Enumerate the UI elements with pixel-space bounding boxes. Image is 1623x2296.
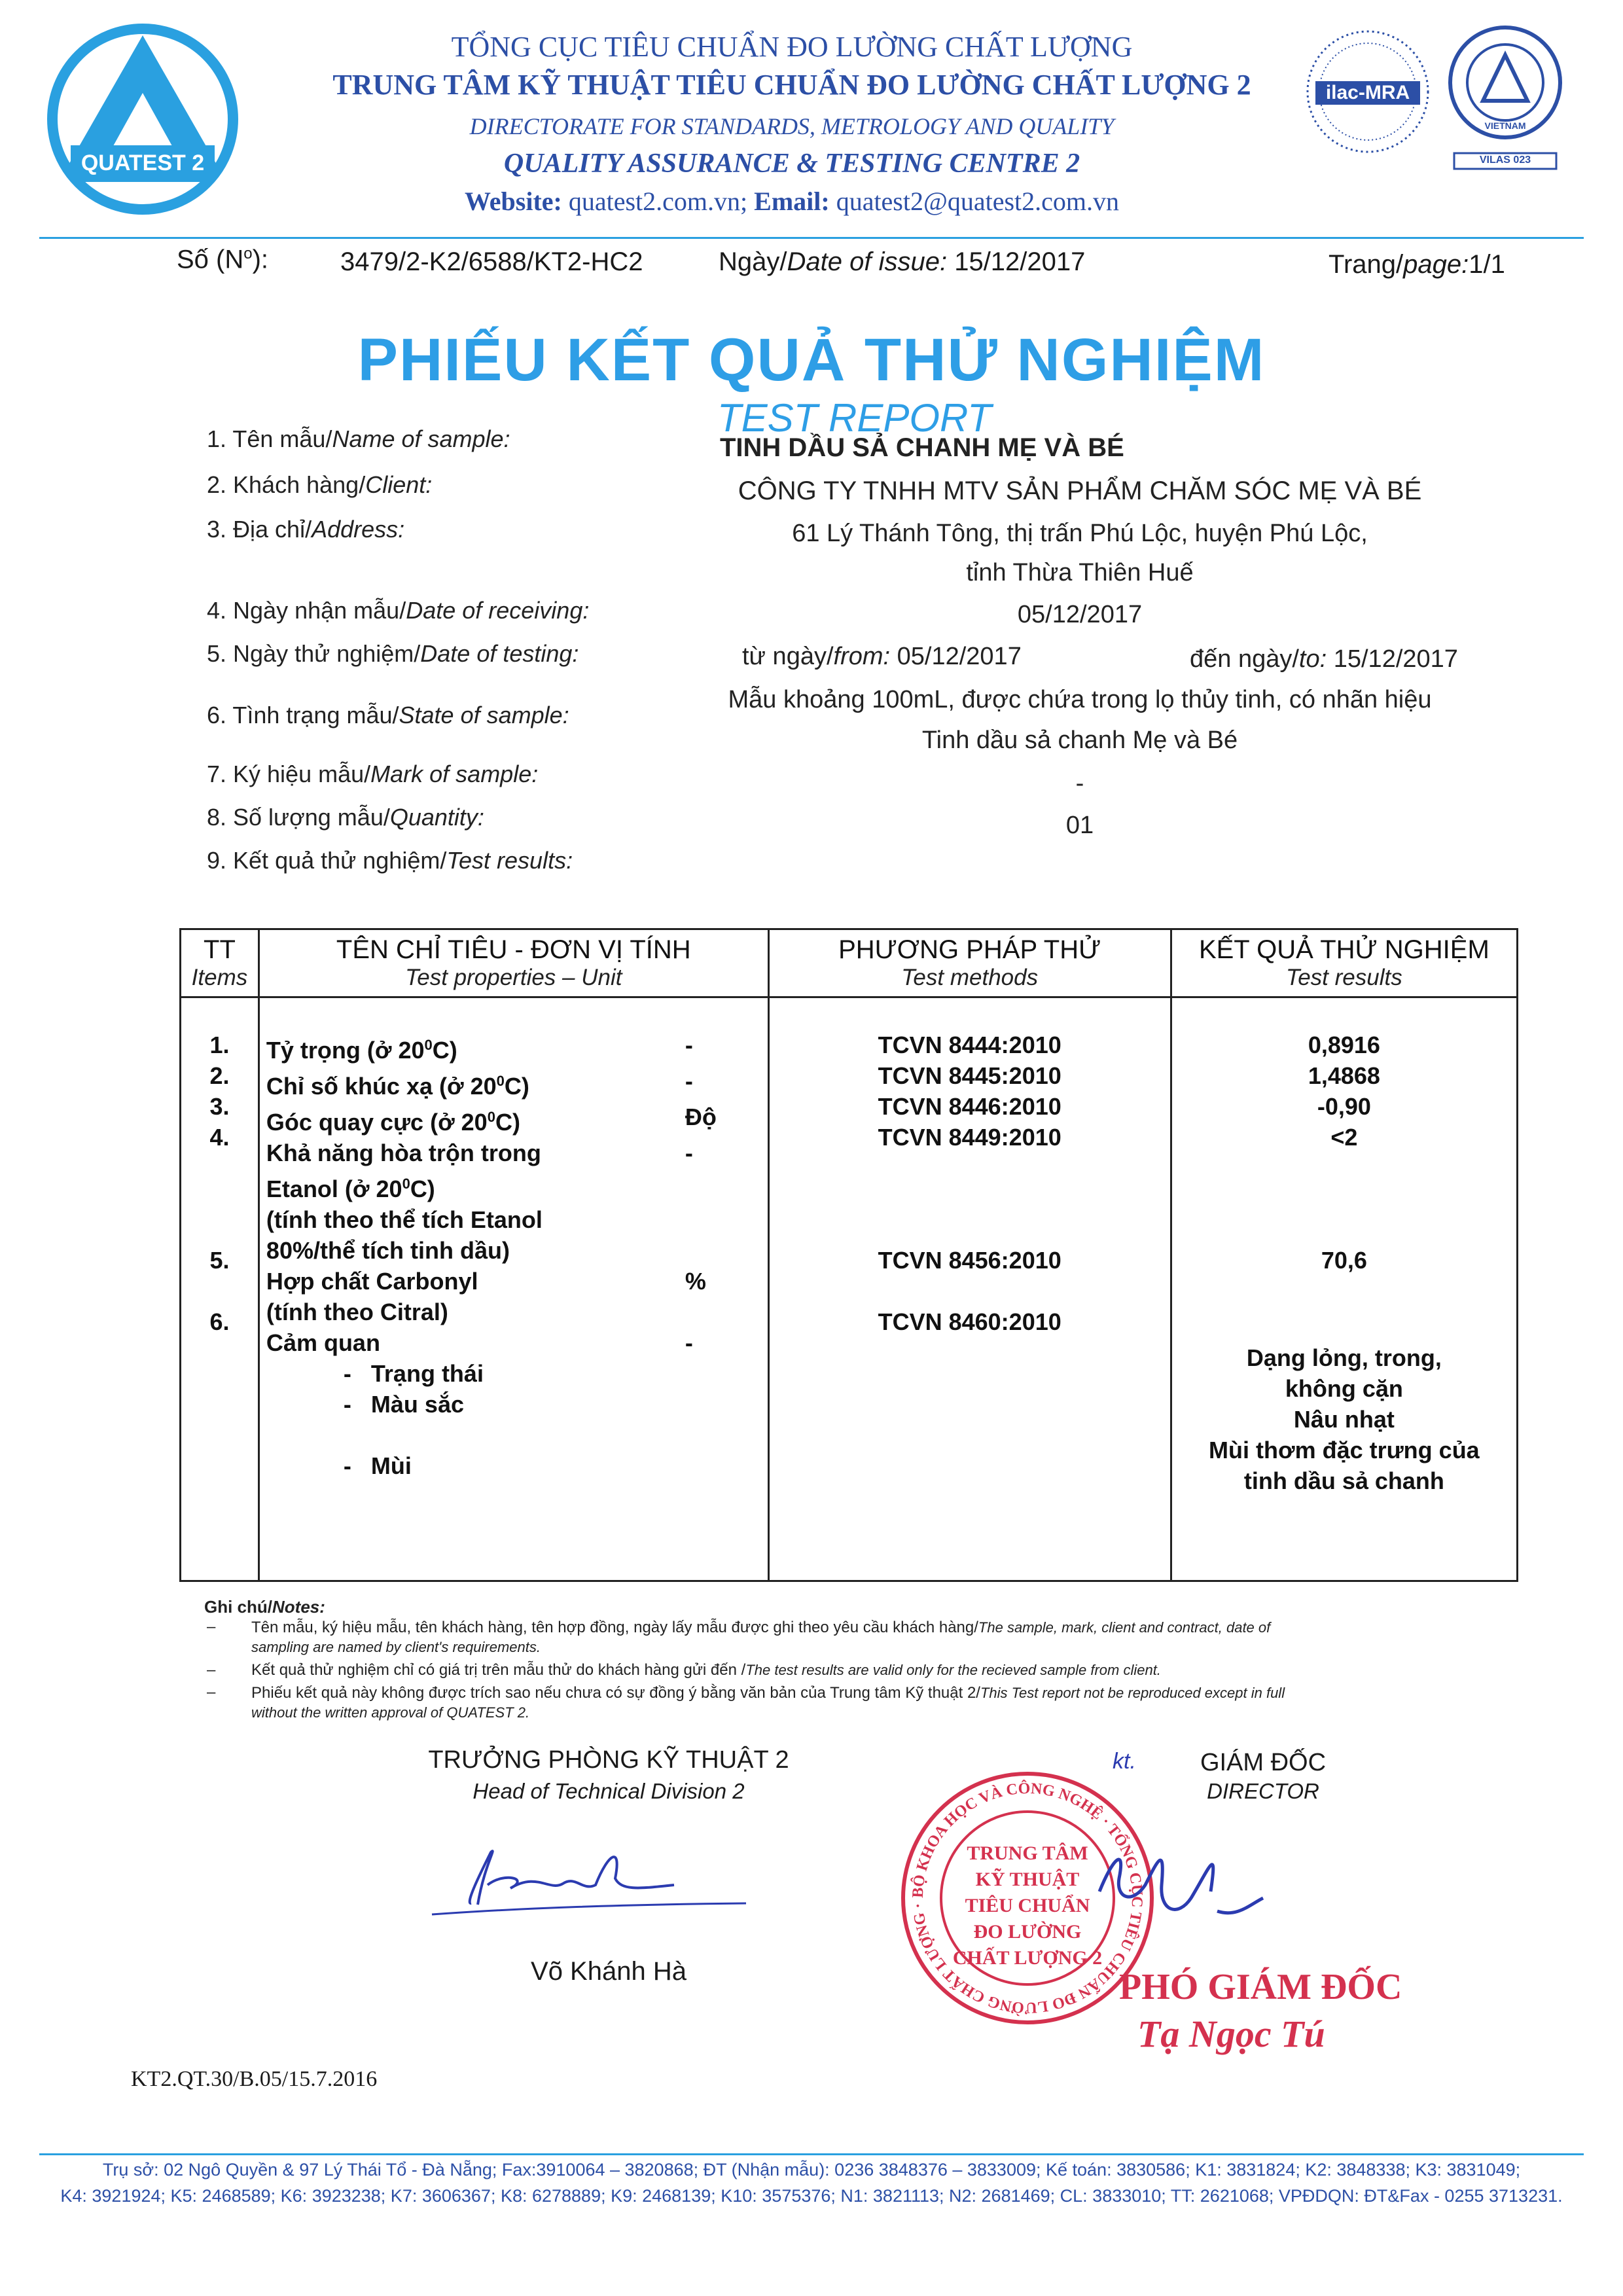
item-number: 2.: [209, 1062, 230, 1089]
number-label-end: ):: [252, 245, 269, 274]
item-name-text: C): [410, 1175, 435, 1202]
item-name: [266, 1066, 767, 1102]
field-7-label: 7. Ký hiệu mẫu/Mark of sample:: [207, 761, 539, 787]
item-name: [266, 1138, 767, 1266]
page-number: [1329, 250, 1505, 279]
item-method: TCVN 8446:2010: [878, 1093, 1061, 1120]
item-unit: -: [685, 1329, 693, 1356]
results-table: [179, 928, 1518, 1582]
col-method: [768, 997, 1171, 1581]
item-name-line: [266, 1204, 767, 1235]
report-number: [177, 245, 268, 274]
item-result: [1173, 1030, 1516, 1060]
right-signature: [1086, 1820, 1270, 1950]
field-6-label: 6. Tình trạng mẫu/State of sample:: [207, 702, 569, 728]
item-result-line: 70,6: [1321, 1247, 1367, 1274]
page-value: 1/1: [1469, 250, 1505, 279]
item-name: [266, 1102, 767, 1138]
note-3: Phiếu kết quả này không được trích sao nếu chưa có sự đồng ý bằng văn bản của Trung tâm Kỹ thuật 2/This Test report not be reproduced except in full without the written approval of QUATEST 2.: [251, 1684, 1285, 1721]
item-number: 1.: [209, 1031, 230, 1058]
sensory-result-line: Dạng lỏng, trong,: [1246, 1344, 1442, 1371]
item-unit: -: [685, 1067, 693, 1094]
kt-mark: kt.: [1113, 1749, 1136, 1774]
page-label-en: page:: [1403, 250, 1469, 279]
header-rule: [39, 237, 1584, 239]
field-9-label: 9. Kết quả thử nghiệm/Test results:: [207, 847, 573, 874]
item-number: 5.: [209, 1247, 230, 1274]
item-result-line: -0,90: [1317, 1093, 1371, 1120]
date-label: Ngày/: [719, 247, 787, 276]
item-name-text: Tỷ trọng (ở 20: [266, 1037, 425, 1064]
header-method: PHƯƠNG PHÁP THỬ Test methods: [768, 929, 1171, 997]
item-name: [266, 1327, 767, 1358]
field-5-from: từ ngày/from: 05/12/2017: [742, 643, 1022, 670]
sub-dash: -: [343, 1391, 351, 1418]
sensory-result-line: không cặn: [1285, 1375, 1403, 1402]
item-number: 4.: [209, 1124, 230, 1151]
item-method: TCVN 8444:2010: [878, 1031, 1061, 1058]
header-name: TÊN CHỈ TIÊU - ĐƠN VỊ TÍNH Test properties – Unit: [259, 929, 768, 997]
item-result-line: 1,4868: [1308, 1062, 1380, 1089]
note-1-dash: –: [207, 1618, 216, 1636]
report-title-en: TEST REPORT: [717, 396, 991, 440]
item-name-text: C): [432, 1037, 457, 1064]
item-method: TCVN 8460:2010: [878, 1308, 1061, 1335]
quatest-logo: [45, 21, 241, 217]
sensory-sub-item: [266, 1389, 767, 1450]
deputy-title: PHÓ GIÁM ĐỐC: [1119, 1967, 1402, 2007]
field-2-label: 2. Khách hàng/Client:: [207, 471, 433, 498]
number-sup: o: [243, 245, 253, 262]
note-3-dash: –: [207, 1683, 216, 1701]
sensory-result-line: Mùi thơm đặc trưng của: [1209, 1437, 1480, 1463]
date-label-en: Date of issue:: [787, 247, 948, 276]
item-name-line: [266, 1297, 767, 1327]
report-number-value: 3479/2-K2/6588/KT2-HC2: [340, 247, 643, 276]
item-name-text: Khả năng hòa trộn trong: [266, 1139, 541, 1166]
item-name-text: (tính theo Citral): [266, 1299, 448, 1325]
item-unit: %: [685, 1268, 706, 1295]
field-5-to: đến ngày/to: 15/12/2017: [1190, 645, 1458, 673]
item-name: [266, 1266, 767, 1327]
field-6-value-1: Mẫu khoảng 100mL, được chứa trong lọ thủy tinh, có nhãn hiệu: [728, 686, 1432, 713]
degree-mark: 0: [496, 1073, 505, 1089]
item-result: [1173, 1245, 1516, 1306]
item-name-line: [266, 1235, 767, 1266]
field-1-label: 1. Tên mẫu/Name of sample:: [207, 425, 510, 452]
item-method: TCVN 8445:2010: [878, 1062, 1061, 1089]
left-signer-name: Võ Khánh Hà: [531, 1957, 687, 1986]
left-signer-title: TRƯỞNG PHÒNG KỸ THUẬT 2: [428, 1746, 789, 1774]
header-result: KẾT QUẢ THỬ NGHIỆM Test results: [1171, 929, 1517, 997]
item-result-line: 0,8916: [1308, 1031, 1380, 1058]
field-3-value-1: 61 Lý Thánh Tông, thị trấn Phú Lộc, huyện Phú Lộc,: [792, 520, 1368, 547]
item-method: TCVN 8449:2010: [878, 1124, 1061, 1151]
item-number: 3.: [209, 1093, 230, 1120]
org-line-1: TỔNG CỤC TIÊU CHUẨN ĐO LƯỜNG CHẤT LƯỢNG: [451, 31, 1133, 63]
email-link[interactable]: quatest2@quatest2.com.vn: [836, 187, 1119, 216]
notes-title: Ghi chú/Notes:: [204, 1597, 325, 1617]
field-3-value-2: tỉnh Thừa Thiên Huế: [966, 559, 1194, 586]
sub-label: Màu sắc: [370, 1391, 464, 1418]
item-name: [266, 1030, 767, 1066]
field-8-value: 01: [1065, 812, 1094, 839]
sensory-sub-item: [266, 1358, 767, 1389]
table-body: [181, 997, 1518, 1581]
org-line-2: TRUNG TÂM KỸ THUẬT TIÊU CHUẨN ĐO LƯỜNG CHẤT LƯỢNG 2: [332, 69, 1251, 101]
header-tt: TT Items: [181, 929, 259, 997]
note-2: Kết quả thử nghiệm chỉ có giá trị trên mẫu thử do khách hàng gửi đến /The test results are valid only for the recieved sample from client.: [251, 1661, 1161, 1679]
sub-label: Mùi: [370, 1452, 412, 1479]
left-signer-title-en: Head of Technical Division 2: [473, 1779, 745, 1803]
sensory-result-line: tinh dầu sả chanh: [1243, 1467, 1444, 1494]
item-name-text: Cảm quan: [266, 1329, 380, 1356]
footer-rule: [39, 2153, 1584, 2155]
date-value: 15/12/2017: [954, 247, 1086, 276]
stamp-center: TRUNG TÂM KỸ THUẬT TIÊU CHUẨN ĐO LƯỜNG CHẤT LƯỢNG 2: [952, 1842, 1103, 1969]
left-signature: [425, 1826, 753, 1924]
sensory-results: [1173, 1342, 1516, 1496]
report-title: PHIẾU KẾT QUẢ THỬ NGHIỆM: [357, 327, 1266, 393]
org-line-3: DIRECTORATE FOR STANDARDS, METROLOGY AND QUALITY: [469, 113, 1115, 139]
sub-label: Trạng thái: [370, 1360, 484, 1387]
item-name-text: Hợp chất Carbonyl: [266, 1268, 478, 1295]
degree-mark: 0: [487, 1109, 495, 1125]
issue-date: [719, 247, 1085, 277]
col-name: [259, 997, 768, 1581]
sub-dash: -: [343, 1360, 351, 1387]
ilac-mra-logo: [1302, 26, 1433, 157]
field-2-value: CÔNG TY TNHH MTV SẢN PHẨM CHĂM SÓC MẸ VÀ BÉ: [738, 476, 1422, 505]
field-7-value: -: [1075, 770, 1084, 797]
logo-text: QUATEST 2: [80, 151, 205, 175]
note-1: Tên mẫu, ký hiệu mẫu, tên khách hàng, tên hợp đồng, ngày lấy mẫu được ghi theo yêu cầu khách hàng/The sample, mark, client and contract, date of sampling are named by client's requirements.: [251, 1619, 1271, 1655]
email-label: Email:: [754, 187, 830, 216]
item-name-text: 80%/thể tích tinh dầu): [266, 1237, 510, 1264]
field-4-label: 4. Ngày nhận mẫu/Date of receiving:: [207, 597, 590, 624]
footer-line-1: Trụ sở: 02 Ngô Quyền & 97 Lý Thái Tổ - Đà Nẵng; Fax:3910064 – 3820868; ĐT (Nhận mẫu): 0236 3848376 – 3833009; Kế toán: 3830586; K1: 3831824; K2: 3848338; K3: 3831049;: [102, 2160, 1521, 2179]
item-result-line: <2: [1330, 1124, 1358, 1151]
website-label: Website:: [464, 187, 562, 216]
form-code: KT2.QT.30/B.05/15.7.2016: [131, 2067, 378, 2091]
item-number: 6.: [209, 1308, 230, 1335]
field-5-label: 5. Ngày thử nghiệm/Date of testing:: [207, 640, 579, 667]
item-name-text: (tính theo thể tích Etanol: [266, 1206, 543, 1233]
field-4-value: 05/12/2017: [1017, 601, 1143, 628]
website-link[interactable]: quatest2.com.vn;: [568, 187, 748, 216]
item-name-text: C): [504, 1073, 529, 1100]
vilas-code: VILAS 023: [1479, 154, 1531, 166]
item-name-text: Chỉ số khúc xạ (ở 20: [266, 1073, 497, 1100]
field-3-label: 3. Địa chỉ/Address:: [207, 516, 405, 543]
boa-country: VIETNAM: [1484, 120, 1526, 131]
item-unit: -: [685, 1031, 693, 1058]
sub-dash: -: [343, 1452, 351, 1479]
degree-mark: 0: [424, 1037, 433, 1053]
item-result: [1173, 1091, 1516, 1122]
item-result: [1173, 1306, 1516, 1337]
right-signer-title-en: DIRECTOR: [1207, 1779, 1319, 1803]
sensory-result-line: Nâu nhạt: [1293, 1406, 1395, 1433]
org-line-4: QUALITY ASSURANCE & TESTING CENTRE 2: [503, 149, 1080, 179]
col-result: [1171, 997, 1517, 1581]
item-result: [1173, 1060, 1516, 1091]
field-8-label: 8. Số lượng mẫu/Quantity:: [207, 804, 484, 831]
item-name-text: Góc quay cực (ở 20: [266, 1109, 488, 1136]
item-name-line: [266, 1168, 767, 1204]
field-6-value-2: Tinh dầu sả chanh Mẹ và Bé: [921, 726, 1238, 754]
right-signer-title: GIÁM ĐỐC: [1200, 1749, 1327, 1776]
ilac-text: ilac-MRA: [1325, 82, 1410, 103]
item-name-text: Etanol (ở 20: [266, 1175, 402, 1202]
degree-mark: 0: [402, 1175, 410, 1192]
item-name-text: C): [495, 1109, 520, 1136]
contact-line: [236, 186, 1348, 217]
col-no: [181, 997, 259, 1581]
number-label: Số (N: [177, 245, 244, 274]
field-1-value: TINH DẦU SẢ CHANH MẸ VÀ BÉ: [720, 433, 1124, 462]
page-label: Trang/: [1329, 250, 1404, 279]
note-2-dash: –: [207, 1661, 216, 1679]
boa-logo: [1446, 24, 1564, 174]
item-unit: -: [685, 1139, 693, 1166]
deputy-name: Tạ Ngọc Tú: [1137, 2013, 1325, 2055]
table-header-row: [181, 929, 1518, 997]
item-unit: Độ: [685, 1103, 717, 1130]
sensory-sub-item: [266, 1450, 767, 1481]
item-method: TCVN 8456:2010: [878, 1247, 1061, 1274]
footer-line-2: K4: 3921924; K5: 2468589; K6: 3923238; K7: 3606367; K8: 6278889; K9: 2468139; K10: 3575376; N1: 3821113; N2: 2681469; CL: 3833010; TT: 2621068; VPĐDQN: ĐT&Fax - 0255 3713231.: [60, 2186, 1563, 2206]
stamp-ring-text: BỘ KHOA HỌC VÀ CÔNG NGHỆ · TỔNG CỤC TIÊU CHUẨN ĐO LƯỜNG CHẤT LƯỢNG ·: [909, 1780, 1146, 2017]
item-result: [1173, 1122, 1516, 1245]
